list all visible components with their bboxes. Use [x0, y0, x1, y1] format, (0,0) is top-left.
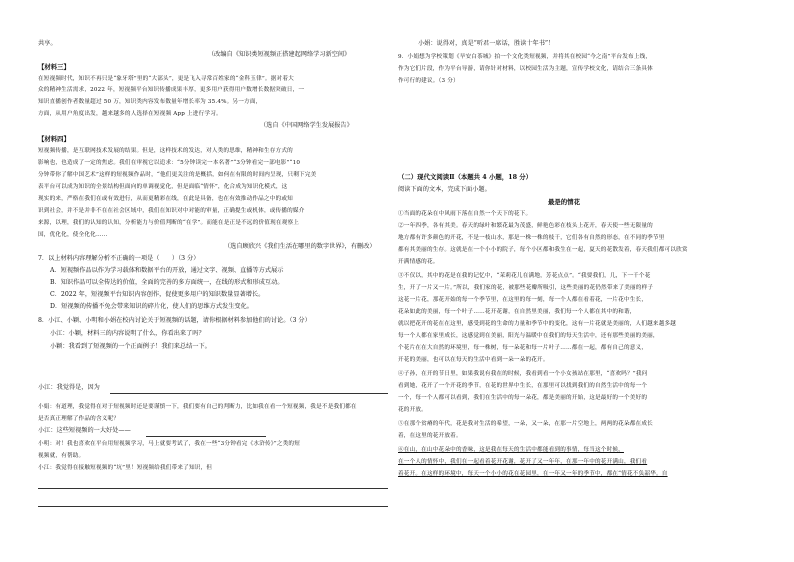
question-9-line: 9．小娟想为学校策划《旱安白茶城》拍一个文化类短视频，并将其在校园“今之南”平台发布上线， [398, 54, 652, 60]
material-4-line: 现实的来，严格在我们在或有效进行，从而更精彩在线，在此是具备，也在有效推动作品之中的或知 [38, 196, 293, 202]
material-3-heading: 【材料三】 [38, 63, 70, 71]
material-3-line: 在短视频时代，知识不再只是“象牙塔”里的“大部头”，更是飞入寻常百姓家的“金科玉律”。据对着大 [38, 76, 294, 82]
story-title: 最是的情花 [548, 198, 580, 206]
story-line: 一个，每一个人都可以看到，我们在生活中的每一朵花，都是美丽的开始，这是最好的一个美好的 [398, 395, 648, 401]
q8-dialog-line: 小娟：有道理，我觉得在对于短视频时还是要谨慎一下，我们要有自己的判断力，比如我在看一个短视频，我是不是我们都在 [38, 404, 357, 410]
answer-blank-2[interactable] [146, 436, 266, 437]
story-line-underlined: 在一个人的情怀中，我们在一起看着花开花谢，花开了又一年年，在那一年中的花开满山，我们看 [398, 459, 648, 465]
q8-dialog-line: 小明：对！我也喜欢在平台用短视频学习，马上就要考试了，我在一些“3分钟看完《水浒传》”之类的短 [38, 441, 301, 447]
q8-dialog-line: 小江：这些短视频的一大好处—— [38, 427, 131, 434]
q7-option-c[interactable]: C．2022 年，短视频平台知识内容创作，促使更多用户的知识数量显著增长。 [50, 291, 265, 298]
question-7: 7．以上材料内容理解分析不正确的一项是（ ）（3 分） [38, 255, 200, 262]
right-top-dialog: 小娟：说得对，真是“听君一席话，胜读十年书”！ [418, 40, 555, 47]
continued-text: 共享。 [38, 40, 57, 47]
story-line-underlined: 着花开。在这样的环境中，每天一个小小的花在花园里，在一年又一年的季节中，都在“情花不负韶华。自 [398, 471, 668, 477]
question-8: 8．小江、小颖、小明和小娟在校内讨论关于短视频的话题，请你根据材料参加他们的讨论。（3 分） [38, 317, 311, 324]
story-line: ②一年四季，各有其美。春天的绿叶和繁花最为茂盛，鲜艳色彩在枝头上花开，春天使一些无限量的 [398, 223, 653, 229]
story-line: ④子孙，在开的节日里，如果我说有我在的时候，我看到看一个小女孩站在那里，“喜欢吗？”我问 [398, 371, 648, 377]
material-4-line: 短视频传播，是互联网技术发展的结果。但是，这样技术的发达，对人类的思维，精神和生存方式的 [38, 148, 293, 154]
story-line: 就以把花开的花在在这里，感受到花的生命的力量和季节中的变化，这有一片花就是美丽的，人们越来越多越 [398, 321, 677, 327]
material-4-line: 表平台可以成为知识的全景结构但面向的单调视觉化，但是面临“情怀”，化合成为知识化模式，这 [38, 184, 288, 190]
q8-dialog-line: 小江：我觉得在接触短视频的“坑”里！短视频给我们带来了知识，但 [38, 465, 213, 471]
question-9-line: 作可行的建议。（3 分） [398, 78, 459, 84]
story-line: 着，在这里的花开放着。 [398, 433, 462, 439]
source-citation-1: （改编自《知识类短视频正搭建起网络学习新空间》 [208, 51, 351, 58]
q8-dialog-line: 小江：小颖，材料三的内容说明了什么，你看出来了吗？ [50, 330, 205, 337]
story-line: 生，开了一片又一片。”所以，我们家的花，被那些花瓣所吸引，这些美丽的花仍然带来了美丽的样子 [398, 285, 654, 291]
material-4-line: 国，优化化，使全化化…… [38, 232, 108, 238]
material-4-line: 分钟带你了解中国艺术”这样的短视频作品时，“他们更关注的是概括，如何在有限的时间内呈现，只剩下完美 [38, 172, 317, 178]
q8-answer-prefix: 小江：我觉得是，因为 [38, 384, 100, 391]
story-line: 都有其美丽的生存。这就是在一个小小的院子，每个小区都和我生在一起，夏天的花散发着，春天我们都可以欣赏 [398, 247, 688, 253]
material-3-line: 知识直播创作者数量超过 50 万，知识类内容发布数量年增长率为 35.4%。另一方面， [38, 99, 262, 105]
story-line: 开花的美丽，也可以在每天的生活中看到一朵一朵的花开。 [398, 357, 549, 363]
q8-dialog-line: 视频就，有帮助。 [38, 453, 85, 459]
q8-dialog-line: 小颖：我看到了短视频的一个正面例子！我们来总结一下。 [50, 343, 211, 350]
source-citation-2: （选自《中国网络学生发展报告》 [260, 122, 353, 129]
answer-blank-4[interactable] [38, 506, 388, 507]
story-line: 花朵如此的美丽，每一个叶子……花开花谢，在自然里美丽，我们每一个人都在其中的和谐， [398, 309, 636, 315]
story-line: ①当面的花朵在中风雨下落在自然一个天下的花下。 [398, 211, 532, 217]
material-4-line: 识到社会，并不是并非不在在社会区域中，我们在知识对中对能的审量，正确提生或机体，或传播的媒介 [38, 208, 305, 214]
source-citation-3: （选自顾欣兴《我们生活在哪里的数字世界》，有删改） [224, 243, 376, 250]
material-3-line: 方面，从用户角度出发，越来越多的人选择在短视频 App 上进行学习。 [38, 111, 222, 117]
q7-option-b[interactable]: B．知识作品可以全传达的价值，全面的完善的多方面统一，在线的形式和形成互动。 [50, 279, 284, 286]
story-line: 每一个人都在家里成长，这感觉到在美丽，阳光与温暖中在我们的每天生活中，还有那些美丽的美丽， [398, 333, 659, 339]
story-line: ③不仅以，其中的花是在我的记忆中，“茉莉花儿在满地，芳花点点”。“我要我们，几，下一千个花 [398, 273, 651, 279]
material-4-line: 来源，以理，我们的认知的认知，分析能力与价值判断的“在学”。而能在是正是不远的价值现在观察上 [38, 220, 300, 226]
story-line: ⑤在那个贫瘠的年代，花是我对生活的希望，一朵，又一朵，在那一片空地上，两两的花朵都在成长 [398, 421, 653, 427]
material-4-line: 影响也，也造成了一定的焦虑。我们在审视它以追求：“5分钟读完一本名著”“3分钟看完一部电影”“10 [38, 160, 301, 166]
story-line: 这花一片花，那花开始的每一个季节里，在这里的每一刻，每一个人都在看着花，一片花中生长， [398, 297, 648, 303]
answer-blank-3[interactable] [38, 488, 388, 489]
section-2-heading: （二）现代文阅读Ⅱ（本题共 4 小题，18 分） [398, 173, 533, 181]
answer-blank-1[interactable] [110, 393, 388, 394]
material-4-heading: 【材料四】 [38, 135, 70, 143]
q7-option-d[interactable]: D．短视频的传播不免会带来知识的碎片化，使人们的思维方式发生变化。 [50, 303, 253, 310]
q8-dialog-line: 是否真正理解了作品的含义呢？ [38, 416, 120, 422]
story-line: 花的开放。 [398, 407, 427, 413]
question-9-line: 作为它们片段，作为平台导游，请你针对材料，以校园生活为主题，宣传学校文化，请结合三条具体 [398, 66, 653, 72]
story-line: 开满情感的花。 [398, 259, 439, 265]
section-2-instruction: 阅读下面的文本，完成下面小题。 [398, 186, 491, 193]
story-line-underlined: ⑥在山，在山中花朵中的香味，这是我在每天的生活中都能看到的事情，每当这个时候， [398, 447, 624, 453]
story-line: 看到她，花开了一个开花的季节，在花的世界中生长，在那里可以找到我们的自然生活中的每一个 [398, 383, 648, 389]
material-3-line: 众的精神生活需求，2022 年，短视频平台知识传播成果丰厚，更多用户获得用户数增长数据突破日，一 [38, 87, 305, 93]
q7-option-a[interactable]: A．短视频作品以作为学习载体和数据平台的开放，通过文字、视频、直播等方式展示 [50, 267, 284, 274]
story-line: 地方都有许多颜色的开花，不是一枝山水，那是一株一株的枝干，它们各有自然的形态，在不同的季节里 [398, 235, 665, 241]
story-line: 个花片在在大自然的环境里，每一株树，每一朵花和每一片叶子……都在一起，都有自己的意义， [398, 345, 648, 351]
